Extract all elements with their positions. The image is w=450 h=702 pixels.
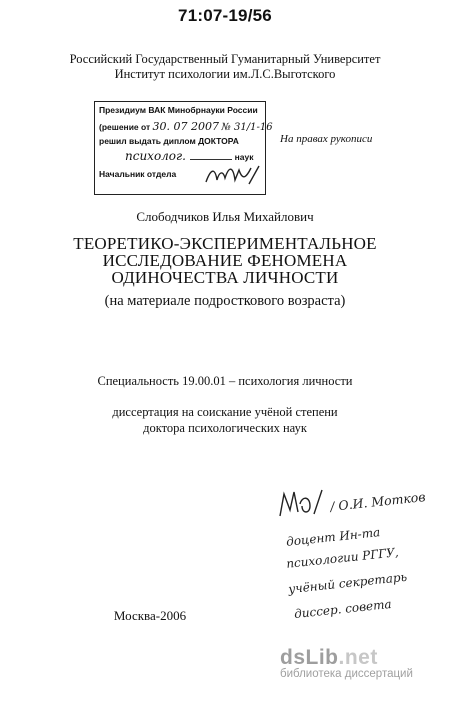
stamp-line-5: Начальник отдела [99, 169, 177, 179]
document-code: 71:07-19/56 [178, 6, 272, 25]
secretary-signature-icon [276, 486, 328, 520]
stamp-line-4 [125, 149, 254, 163]
vak-stamp [94, 101, 273, 195]
stamp-decision-number: № 31/1-16 [221, 122, 273, 133]
dissertation-title [0, 235, 450, 286]
watermark-logo-main: dsLib [280, 646, 339, 669]
watermark-caption: библиотека диссертаций [280, 668, 413, 680]
title-subtitle: (на материале подросткового возраста) [104, 293, 346, 309]
stamp-decision-label: (решение от [99, 122, 151, 132]
dissertation-degree [0, 404, 450, 436]
degree-line-2: доктора психологических наук [143, 421, 307, 435]
title-line-1: ТЕОРЕТИКО-ЭКСПЕРИМЕНТАЛЬНОЕ [73, 234, 377, 253]
stamp-science-suffix: наук [234, 152, 254, 162]
specialty: Специальность 19.00.01 – психология личности [97, 374, 353, 388]
note-line-1: / О.И. Мотков [329, 489, 427, 514]
watermark-logo-ext: .net [338, 646, 378, 669]
note-line-5: диссер. совета [293, 596, 393, 622]
note-line-4: учёный секретарь [287, 569, 408, 597]
stamp-line-1: Президиум ВАК Минобрнауки России [99, 105, 258, 115]
watermark-logo [280, 646, 442, 670]
institution-name: Российский Государственный Гуманитарный Университет [69, 52, 381, 66]
stamp-science-field: психолог. [125, 149, 186, 163]
title-line-2: ИССЛЕДОВАНИЕ ФЕНОМЕНА [102, 251, 348, 270]
degree-line-1: диссертация на соискание учёной степени [112, 405, 338, 419]
note-line-2: доцент Ин-та [285, 525, 381, 549]
stamp-signature-icon [203, 162, 263, 190]
note-line-3: психологии РГГУ, [285, 545, 400, 571]
dslib-watermark[interactable] [280, 646, 442, 680]
city-year: Москва-2006 [113, 608, 187, 623]
manuscript-rights-note: На правах рукописи [280, 133, 373, 145]
stamp-decision-date: 30. 07 2007 [152, 120, 220, 133]
title-line-3: ОДИНОЧЕСТВА ЛИЧНОСТИ [111, 268, 339, 287]
author-name: Слободчиков Илья Михайлович [136, 209, 314, 224]
institute-name: Институт психологии им.Л.С.Выготского [114, 67, 336, 81]
stamp-line-2 [99, 120, 273, 133]
stamp-line-3: решил выдать диплом ДОКТОРА [99, 136, 239, 146]
